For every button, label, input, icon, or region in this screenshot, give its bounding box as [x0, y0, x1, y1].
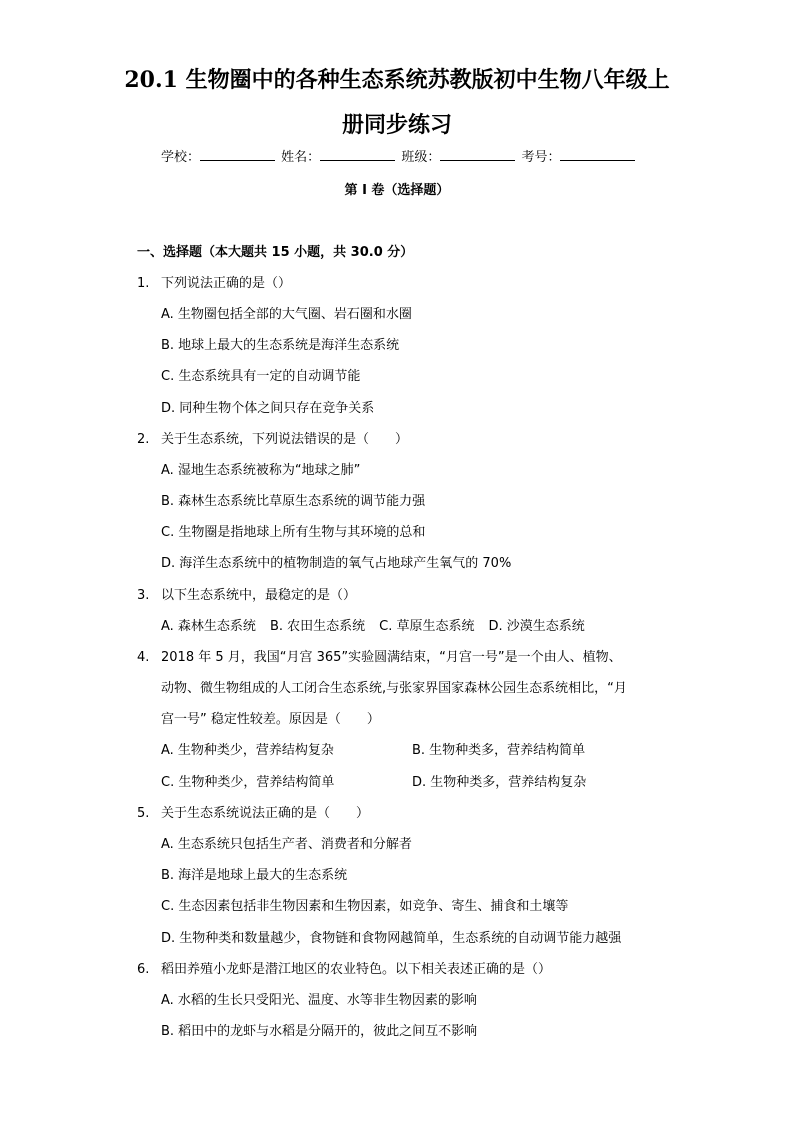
question-number: 4. — [137, 650, 150, 665]
number-label: 考号： — [521, 150, 561, 165]
document-title-line2: 册同步练习 — [341, 112, 452, 138]
number-blank — [560, 146, 635, 161]
class-label: 班级： — [401, 150, 441, 165]
question-stem: 以下生态系统中，最稳定的是（） — [161, 588, 357, 603]
class-blank — [440, 146, 515, 161]
option-b: B. 地球上最大的生态系统是海洋生态系统 — [161, 338, 400, 353]
question-stem-line1: 2018 年 5 月，我国“月宫 365”实验圆满结束，“月宫一号”是一个由人、植物、 — [161, 650, 622, 665]
question-number: 2. — [137, 432, 150, 447]
name-blank — [320, 146, 395, 161]
volume-heading: 第 I 卷（选择题） — [344, 183, 450, 198]
option-b: B. 农田生态系统 — [269, 619, 366, 634]
option-c: C. 生物种类少，营养结构简单 — [161, 775, 335, 790]
option-d: D. 生物种类多，营养结构复杂 — [412, 775, 587, 790]
option-c: C. 生物圈是指地球上所有生物与其环境的总和 — [161, 525, 426, 540]
option-d: D. 生物种类和数量越少，食物链和食物网越简单，生态系统的自动调节能力越强 — [161, 931, 622, 946]
option-b: B. 森林生态系统比草原生态系统的调节能力强 — [161, 494, 426, 509]
option-c: C. 生态系统具有一定的自动调节能 — [161, 369, 361, 384]
question-number: 5. — [137, 806, 150, 821]
question-stem: 关于生态系统，下列说法错误的是（ ） — [161, 432, 409, 447]
question-number: 1. — [137, 276, 150, 291]
student-info-row — [161, 146, 641, 169]
option-a: A. 湿地生态系统被称为“地球之肺” — [161, 463, 361, 478]
question-number: 6. — [137, 962, 150, 977]
options-row — [161, 616, 599, 638]
option-b: B. 生物种类多，营养结构简单 — [412, 743, 586, 758]
option-d: D. 同种生物个体之间只存在竞争关系 — [161, 401, 375, 416]
option-d: D. 海洋生态系统中的植物制造的氧气占地球产生氧气的 70% — [161, 556, 512, 571]
option-c: C. 草原生态系统 — [379, 619, 475, 634]
question-stem-line3: 宫一号” 稳定性较差。原因是（ ） — [161, 712, 380, 727]
question-stem-line2: 动物、微生物组成的人工闭合生态系统,与张家界国家森林公园生态系统相比，“月 — [161, 681, 627, 696]
question-number: 3. — [137, 588, 150, 603]
name-label: 姓名： — [281, 150, 321, 165]
option-a: A. 生态系统只包括生产者、消费者和分解者 — [161, 837, 412, 852]
school-blank — [200, 146, 275, 161]
option-a: A. 生物圈包括全部的大气圈、岩石圈和水圈 — [161, 307, 412, 322]
option-b: B. 稻田中的龙虾与水稻是分隔开的，彼此之间互不影响 — [161, 1024, 478, 1039]
option-d: D. 沙漠生态系统 — [488, 619, 585, 634]
option-a: A. 生物种类少，营养结构复杂 — [161, 743, 334, 758]
question-stem: 稻田养殖小龙虾是潜江地区的农业特色。以下相关表述正确的是（） — [161, 962, 552, 977]
question-stem: 关于生态系统说法正确的是（ ） — [161, 806, 370, 821]
section-heading: 一、选择题（本大题共 15 小题，共 30.0 分） — [137, 245, 414, 260]
document-title-line1: 20.1 生物圈中的各种生态系统苏教版初中生物八年级上 — [124, 67, 670, 93]
school-label: 学校： — [161, 150, 201, 165]
option-c: C. 生态因素包括非生物因素和生物因素，如竞争、寄生、捕食和土壤等 — [161, 899, 569, 914]
option-a: A. 森林生态系统 — [161, 619, 256, 634]
question-stem: 下列说法正确的是（） — [161, 276, 292, 291]
option-b: B. 海洋是地球上最大的生态系统 — [161, 868, 348, 883]
option-a: A. 水稻的生长只受阳光、温度、水等非生物因素的影响 — [161, 993, 477, 1008]
